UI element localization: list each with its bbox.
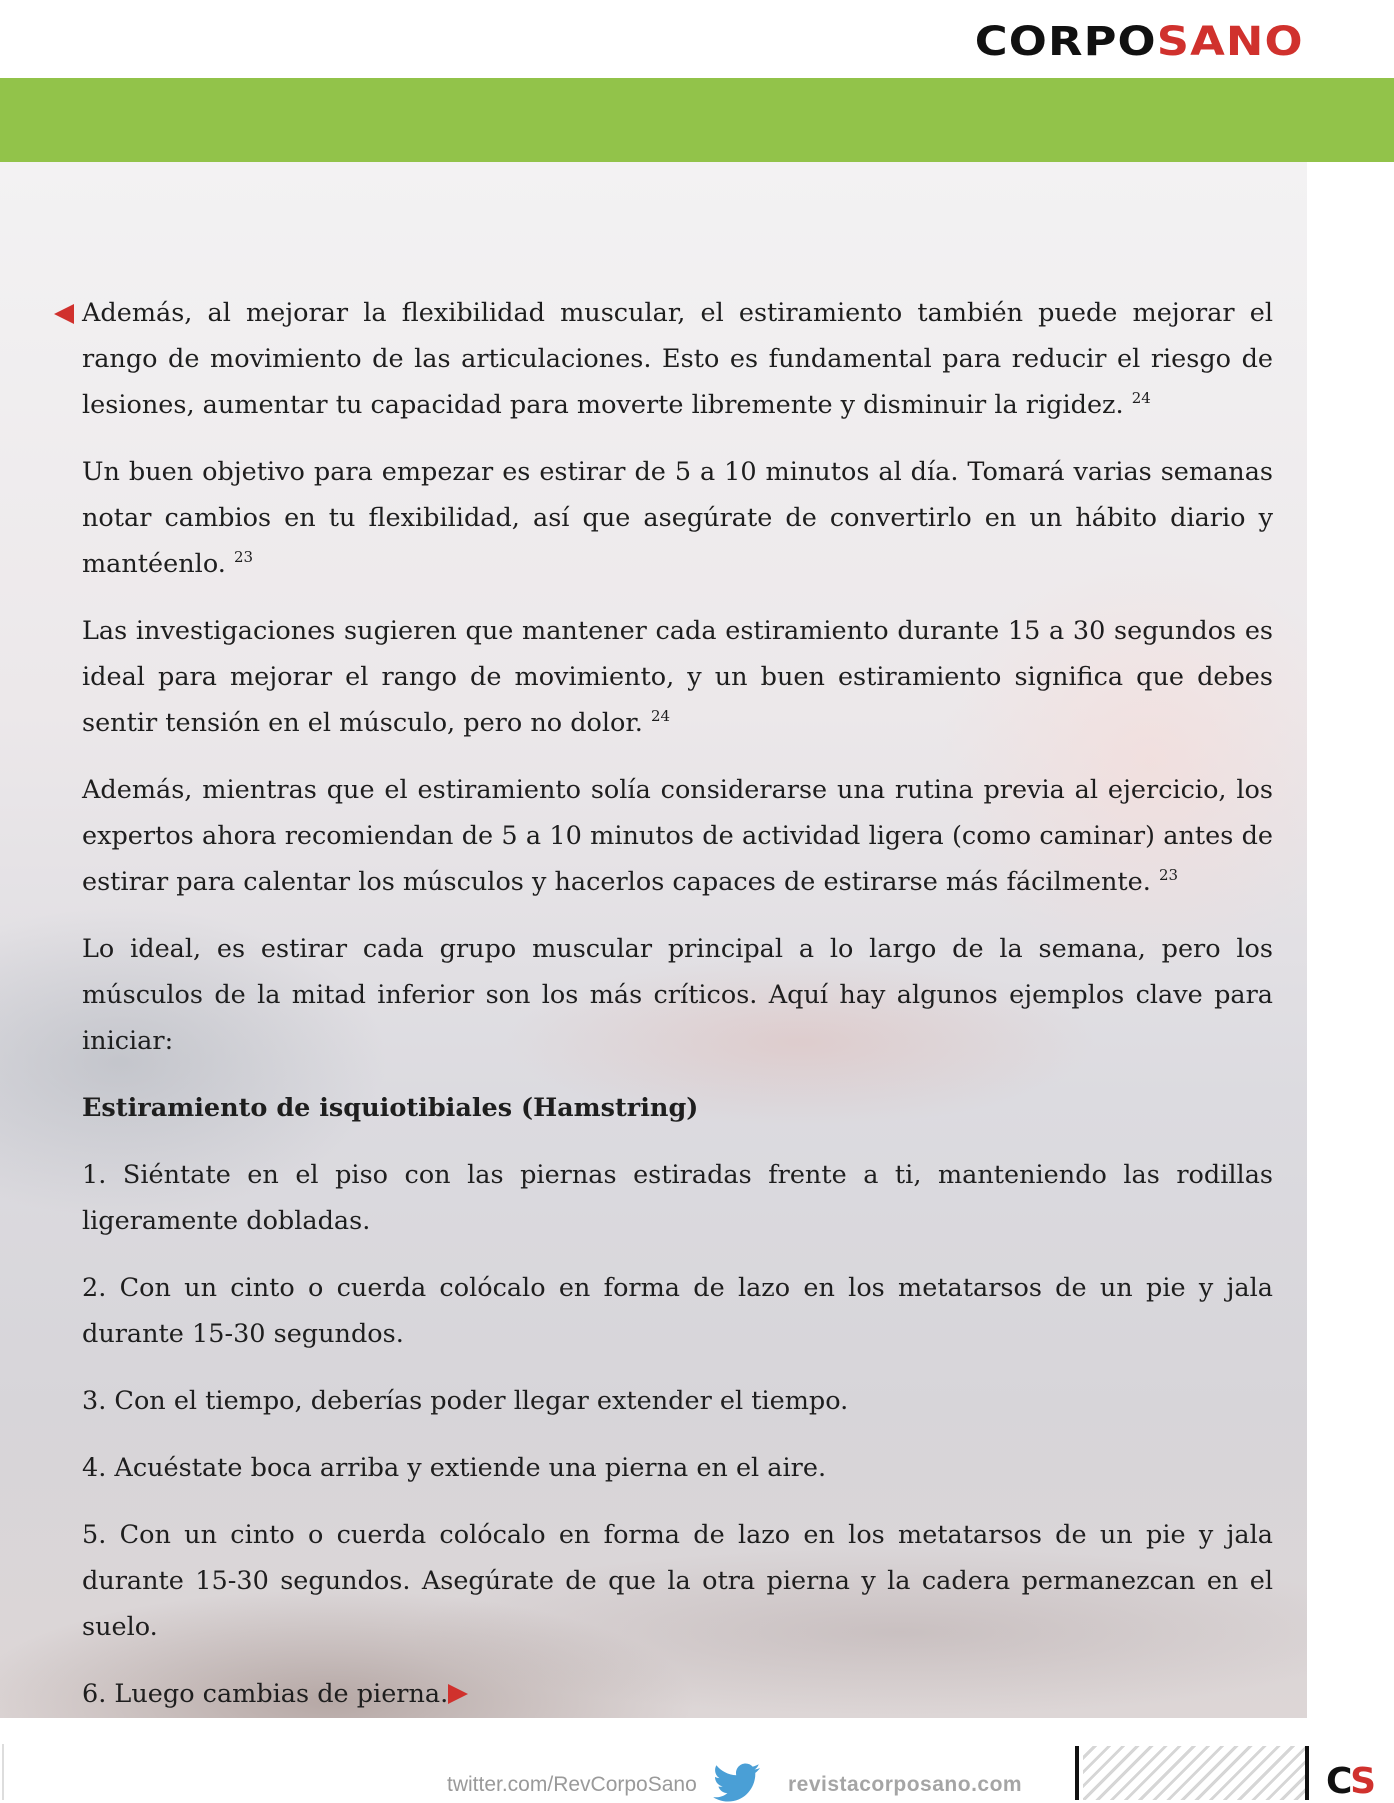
cs-mini-logo [1326,1761,1374,1802]
paragraph-4-text: Además, mientras que el estiramiento solía considerarse una rutina previa al ejercicio, los expertos ahora recomiendan de 5 a 10 minutos de actividad ligera (como caminar) antes de estirar para calentar los músculos y hacerlos capaces de estirarse más fácilmente. [82,775,1273,897]
footnote-ref: 23 [1158,866,1179,884]
logo-corpo: CORPO [975,19,1157,65]
footer-divider [1305,1746,1309,1800]
step-2: 2. Con un cinto o cuerda colócalo en forma de lazo en los metatarsos de un pie y jala durante 15-30 segundos. [82,1273,1273,1349]
step-1: 1. Siéntate en el piso con las piernas estiradas frente a ti, manteniendo las rodillas ligeramente dobladas. [82,1160,1273,1236]
header-green-band [0,78,1394,162]
footnote-ref: 23 [233,548,254,566]
step-6 [82,1671,1273,1717]
footnote-ref: 24 [1131,389,1151,407]
paragraph-1 [82,290,1273,428]
website-link[interactable]: revistacorposano.com [788,1773,1023,1796]
cs-logo-s: S [1350,1761,1374,1802]
twitter-bird-icon[interactable] [713,1763,761,1803]
step-3: 3. Con el tiempo, deberías poder llegar extender el tiempo. [82,1386,849,1416]
cs-logo-c: C [1326,1761,1351,1802]
twitter-handle-link[interactable]: twitter.com/RevCorpoSano [447,1773,697,1796]
paragraph-3-text: Las investigaciones sugieren que mantener cada estiramiento durante 15 a 30 segundos es ideal para mejorar el rango de movimiento, y un buen estiramiento significa que debes sentir tensión en el músculo, pero no dolor. [82,616,1273,738]
triangle-left-icon [54,304,74,324]
paragraph-2-text: Un buen objetivo para empezar es estirar de 5 a 10 minutos al día. Tomará varias semanas notar cambios en tu flexibilidad, así que asegúrate de convertirlo en un hábito diario y mantéenlo. [82,457,1273,579]
step-6-text: 6. Luego cambias de pierna. [82,1679,449,1709]
section-heading: Estiramiento de isquiotibiales (Hamstring) [82,1093,699,1123]
article-body [82,290,1273,1718]
paragraph-5-text: Lo ideal, es estirar cada grupo muscular principal a lo largo de la semana, pero los músculos de la mitad inferior son los más críticos. Aquí hay algunos ejemplos clave para iniciar: [82,934,1273,1056]
brand-logo [975,19,1304,65]
paragraph-2 [82,449,1273,587]
footnote-ref: 24 [651,707,671,725]
article-panel [0,162,1307,1718]
logo-sano: SANO [1157,19,1304,65]
footer-edge-line [2,1744,4,1800]
triangle-right-icon [448,1684,468,1704]
paragraph-5 [82,926,1273,1064]
paragraph-3 [82,608,1273,746]
paragraph-1-text: Además, al mejorar la flexibilidad muscular, el estiramiento también puede mejorar el rango de movimiento de las articulaciones. Esto es fundamental para reducir el riesgo de lesiones, aumentar tu capacidad para moverte libremente y disminuir la rigidez. [82,298,1273,420]
footer-stripes [1083,1746,1305,1800]
step-5: 5. Con un cinto o cuerda colócalo en forma de lazo en los metatarsos de un pie y jala durante 15-30 segundos. Asegúrate de que la otra pierna y la cadera permanezcan en el suelo. [82,1520,1273,1642]
footer-divider [1075,1746,1079,1800]
page-footer [0,1718,1394,1800]
paragraph-4 [82,767,1273,905]
step-4: 4. Acuéstate boca arriba y extiende una pierna en el aire. [82,1453,827,1483]
